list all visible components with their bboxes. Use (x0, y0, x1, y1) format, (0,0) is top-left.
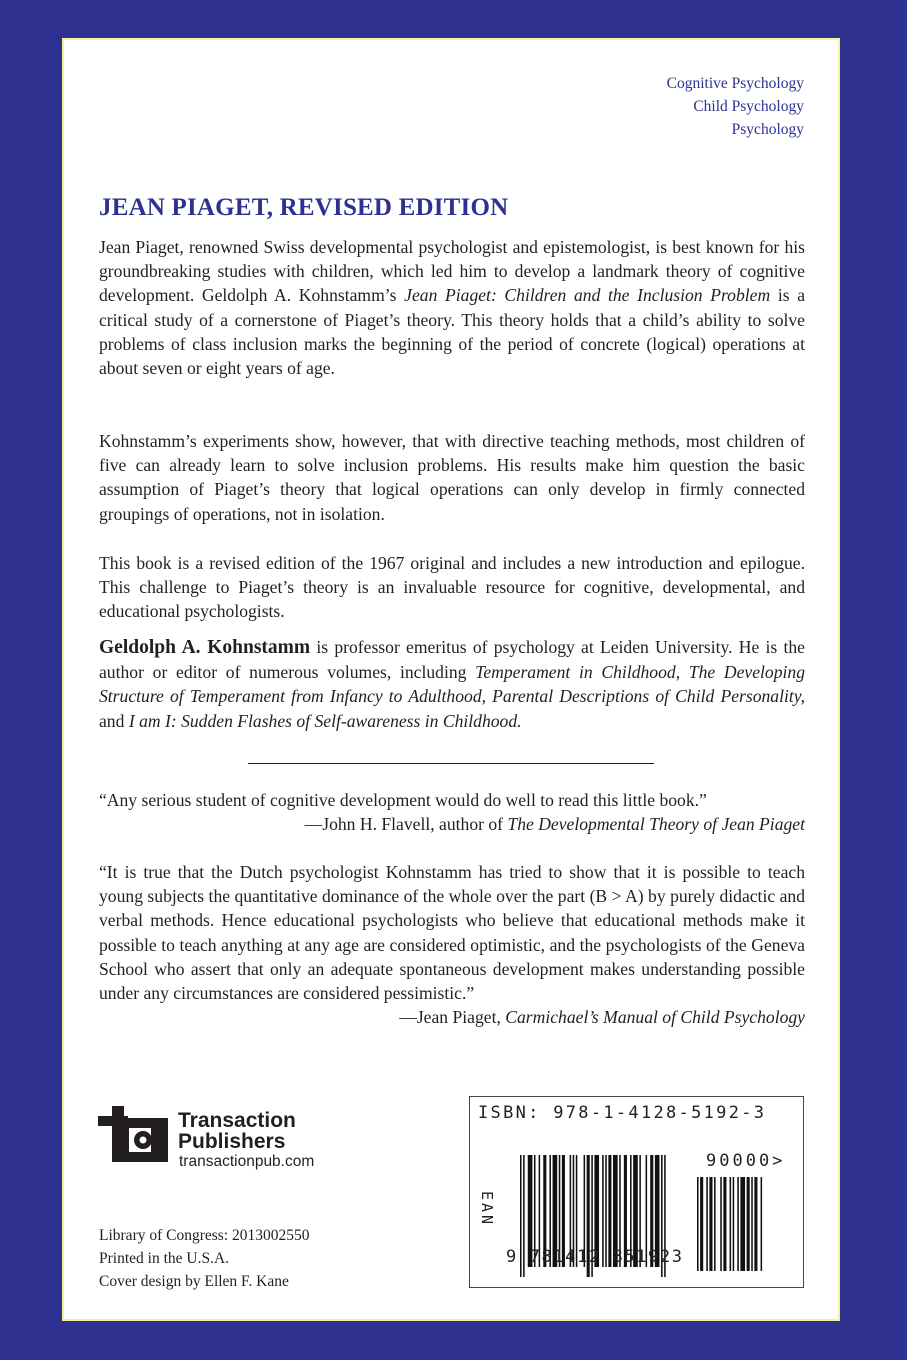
text: and (99, 710, 129, 731)
barcode-bar (706, 1177, 708, 1271)
description-paragraph-2 (99, 429, 805, 526)
source-title: Carmichael’s Manual of Child Psychology (505, 1007, 805, 1028)
author-bio (99, 635, 805, 733)
quote-attribution (99, 812, 805, 836)
barcode-bar (723, 1177, 726, 1271)
book-title-italic: Jean Piaget: Children and the Inclusion Problem (404, 285, 771, 306)
review-quote-2 (99, 860, 805, 1029)
subject-categories (667, 72, 804, 141)
barcode-bar (740, 1177, 745, 1271)
barcode-bar (754, 1177, 757, 1271)
publisher-logo (98, 1106, 338, 1170)
colophon (99, 1224, 310, 1293)
barcode-bar (761, 1177, 763, 1271)
quote-attribution (99, 1005, 805, 1029)
divider (248, 763, 654, 764)
barcode-bar (730, 1177, 732, 1271)
quote-text: “It is true that the Dutch psychologist Kohnstamm has tried to show that it is possible to teach young subjects the quantitative dominance of the whole over the part (B > A) by purely didactic and verbal methods. Hence educational psychologists who believe that educational methods make it possible to teach anything at any age are considered optimistic, and the psychologists of the Geneva School who assert that only an adequate spontaneous development makes understanding possible under any circumstances are considered pessimistic.” (99, 862, 805, 1004)
isbn-label: ISBN: 978-1-4128-5192-3 (478, 1103, 767, 1123)
book-title: JEAN PIAGET, REVISED EDITION (99, 194, 509, 221)
text: is a critical study of a cornerstone of Piaget’s theory. This theory holds that a child’s ability to solve problems of class inclusion marks the beginning of the period of concrete (logical) operations at about seven or eight years of age. (99, 285, 805, 379)
publisher-name (178, 1110, 296, 1152)
barcode-bar (709, 1177, 712, 1271)
ean-label: EAN (478, 1191, 496, 1228)
cover-design-credit: Cover design by Ellen F. Kane (99, 1273, 289, 1290)
category: Child Psychology (693, 98, 804, 115)
barcode-bar (747, 1177, 750, 1271)
quote-text: “Any serious student of cognitive development would do well to read this little book.” (99, 790, 707, 810)
isbn-barcode (469, 1096, 804, 1288)
source-title: The Developmental Theory of Jean Piaget (507, 814, 805, 835)
description-paragraph-1 (99, 235, 805, 380)
barcode-bar (700, 1177, 703, 1271)
barcode-bar (720, 1177, 722, 1271)
category: Psychology (731, 121, 804, 138)
transaction-logo-icon (98, 1106, 170, 1166)
printed-in: Printed in the U.S.A. (99, 1250, 230, 1267)
publisher-url: transactionpub.com (179, 1153, 315, 1170)
barcode-bar (697, 1177, 699, 1271)
barcode-bar (714, 1177, 716, 1271)
text: —Jean Piaget, (399, 1007, 506, 1028)
text: This book is a revised edition of the 1967 original and includes a new introduction and epilogue. This challenge to Piaget’s theory is an invaluable resource for cognitive, developmental, and educational psychologists. (99, 553, 805, 622)
text: Publishers (178, 1130, 286, 1153)
barcode-bar (733, 1177, 735, 1271)
book-list: Temperament in Childhood, The Developing Structure of Temperament from Infancy to Adulthood, Parental Descriptions of Child Personality, (99, 662, 806, 707)
back-cover-panel (62, 38, 840, 1321)
author-name: Geldolph A. Kohnstamm (99, 637, 311, 658)
text: Transaction (178, 1109, 296, 1132)
category: Cognitive Psychology (666, 75, 804, 92)
barcode-bar (737, 1177, 739, 1271)
text: is professor emeritus of psychology at Leiden University. He is the author or editor of numerous volumes, including (99, 637, 805, 683)
lccn: Library of Congress: 2013002550 (99, 1227, 310, 1244)
ean-number: 9 781412 851923 (506, 1247, 684, 1267)
barcode-bar (751, 1177, 753, 1271)
text: Jean Piaget, renowned Swiss developmental psychologist and epistemologist, is best known for his groundbreaking studies with children, which led him to develop a landmark theory of cognitive development. Geldolph A. Kohnstamm’s (99, 237, 805, 306)
addon-barcode-bars (697, 1177, 781, 1271)
text: Kohnstamm’s experiments show, however, that with directive teaching methods, most children of five can already learn to solve inclusion problems. His results make him question the basic assumption of Piaget’s theory that logical operations can only develop in firmly connected groupings of operations, not in isolation. (99, 431, 805, 524)
text: —John H. Flavell, author of (304, 814, 508, 835)
addon-code: 90000> (706, 1151, 786, 1171)
description-paragraph-3 (99, 551, 805, 624)
review-quote-1 (99, 788, 805, 836)
book-title-italic: I am I: Sudden Flashes of Self-awareness in Childhood. (128, 710, 522, 731)
